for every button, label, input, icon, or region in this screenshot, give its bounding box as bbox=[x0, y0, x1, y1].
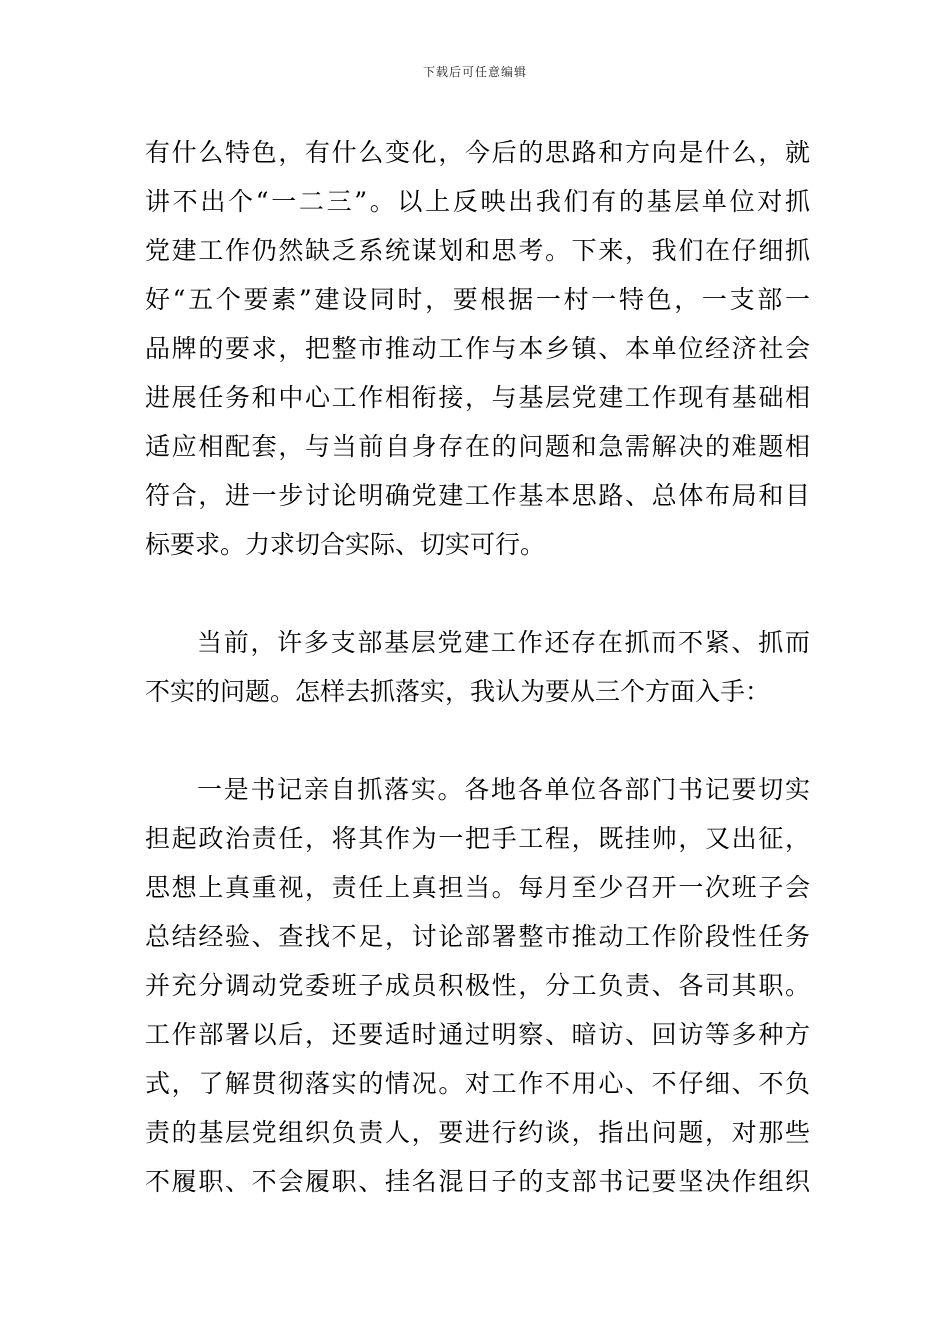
text-line: 有什么特色，有什么变化，今后的思路和方向是什么，就 bbox=[145, 138, 810, 167]
text-line: 责的基层党组织负责人，要进行约谈，指出问题，对那些 bbox=[145, 1118, 810, 1147]
text-line: 工作部署以后，还要适时通过明察、暗访、回访等多种方 bbox=[145, 1020, 810, 1049]
text-line: 不实的问题。怎样去抓落实，我认为要从三个方面入手： bbox=[145, 677, 771, 706]
text-line: 讲不出个“一二三”。以上反映出我们有的基层单位对抓 bbox=[145, 187, 810, 216]
text-line: 进展任务和中心工作相衔接，与基层党建工作现有基础相 bbox=[145, 383, 810, 412]
text-line: 并充分调动党委班子成员积极性，分工负责、各司其职。 bbox=[145, 971, 810, 1000]
paragraph-3 bbox=[145, 765, 810, 1206]
paragraph-gap bbox=[145, 569, 810, 618]
text-line: 好“五个要素”建设同时，要根据一村一特色，一支部一 bbox=[145, 285, 810, 314]
paragraph-gap bbox=[145, 716, 810, 765]
text-line: 当前，许多支部基层党建工作还存在抓而不紧、抓而 bbox=[197, 628, 810, 657]
text-line: 一是书记亲自抓落实。各地各单位各部门书记要切实 bbox=[197, 775, 810, 804]
document-body bbox=[145, 128, 810, 1206]
text-line: 思想上真重视，责任上真担当。每月至少召开一次班子会 bbox=[145, 873, 810, 902]
page-header: 下载后可任意编辑 bbox=[422, 65, 527, 79]
text-line: 总结经验、查找不足，讨论部署整市推动工作阶段性任务 bbox=[145, 922, 810, 951]
text-line: 党建工作仍然缺乏系统谋划和思考。下来，我们在仔细抓 bbox=[145, 236, 810, 265]
text-line: 标要求。力求切合实际、切实可行。 bbox=[145, 530, 546, 559]
text-line: 适应相配套，与当前自身存在的问题和急需解决的难题相 bbox=[145, 432, 810, 461]
text-line: 符合，进一步讨论明确党建工作基本思路、总体布局和目 bbox=[145, 481, 810, 510]
text-line: 担起政治责任，将其作为一把手工程，既挂帅，又出征， bbox=[145, 824, 810, 853]
paragraph-2 bbox=[145, 618, 810, 716]
text-line: 式，了解贯彻落实的情况。对工作不用心、不仔细、不负 bbox=[145, 1069, 810, 1098]
paragraph-1 bbox=[145, 128, 810, 569]
text-line: 不履职、不会履职、挂名混日子的支部书记要坚决作组织 bbox=[145, 1167, 810, 1196]
text-line: 品牌的要求，把整市推动工作与本乡镇、本单位经济社会 bbox=[145, 334, 810, 363]
